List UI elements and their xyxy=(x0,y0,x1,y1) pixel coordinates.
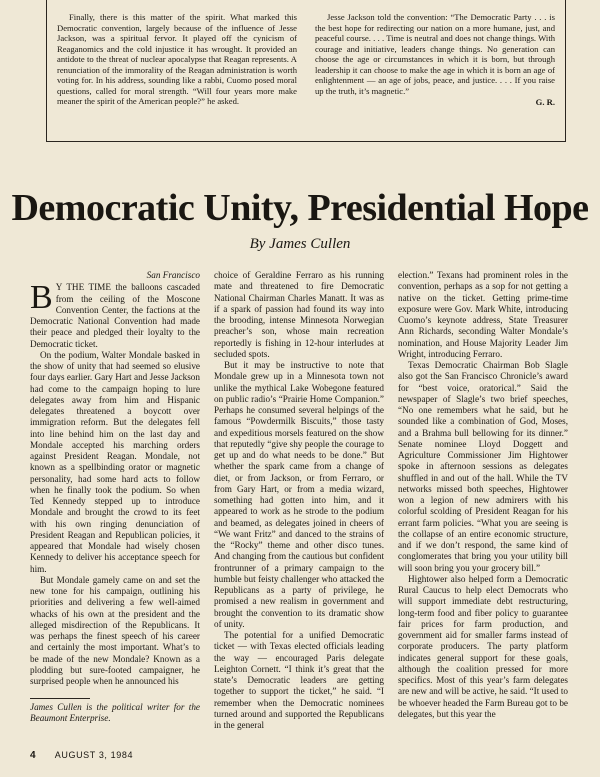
previous-article-text: Finally, there is this matter of the spirit. What marked this Democratic convention, largely because of the influence of Jesse Jackson, was a spiritual fervor. It played off the cynicism of Reaganomics and the cold injustice it has wrought. It provided an antidote to the threat of nuclear apocalypse that Reagan represents. A renunciation of the immorality of the Reagan administration is worth voting for. In his address, sounding like a rabbi, Cuomo posed moral questions, called for moral strength. “Will four years more make meaner the spirit of the American people?” he asked. xyxy=(57,12,297,106)
page-number: 4 xyxy=(30,750,37,761)
previous-article-box xyxy=(46,0,566,142)
paragraph: But Mondale gamely came on and set the new tone for his campaign, outlining his priorities and delivering a few well-aimed whacks of his own at the president and the alleged misdirection of the Republicans. It was perhaps the finest speech of his career and certainly the most important. What’s to be made of the new Mondale? Known as a plodding but sure-footed campaigner, he surprised people when he announced his xyxy=(30,574,200,686)
paragraph: Hightower also helped form a Democratic Rural Caucus to help elect Democrats who will support immediate debt restructuring, long-term food and fiber policy to guarantee fair prices for farm production, and government aid for smaller farms instead of corporate producers. The party platform indicates general support for these goals, although the coalition pressed for more specifics. Most of this year’s farm delegates are new and will be active, he said. “It used to be whoever headed the Farm Bureau got to be delegates, but this year the xyxy=(398,573,568,719)
previous-article-column-2 xyxy=(315,12,555,108)
drop-cap: B xyxy=(30,279,53,317)
article-byline: By James Cullen xyxy=(249,236,351,252)
paragraph: The potential for a unified Democratic ticket — with Texas elected officials leading the way — encouraged Paris delegate Leighton Cornett. “I think it’s great that the state’s Democratic leaders are getting together to support the ticket,” he said. “I remember when the Democratic nominees turned around and supported the Republicans in the general xyxy=(214,630,384,730)
previous-article-column-1 xyxy=(57,12,297,108)
footnote-rule xyxy=(30,698,90,699)
lead-smallcaps: Y THE TIME xyxy=(55,282,111,293)
issue-date: AUGUST 3, 1984 xyxy=(54,750,134,760)
lead-text: the balloons cascaded from the ceiling of the Moscone Convention Center, the factions at the Democratic National Convention had made their peace and pledged their loyalty to the Democratic ticket. xyxy=(30,282,200,349)
paragraph: election.” Texans had prominent roles in the convention, perhaps as a sop for not getting a native on the ticket. Getting prime-time exposure were Gov. Mark White, introducing Cuomo’s keynote address, State Treasurer Ann Richards, seconding Walter Mondale’s nomination, and House Majority Leader Jim Wright, introducing Ferraro. xyxy=(398,270,568,359)
paragraph: choice of Geraldine Ferraro as his running mate and threatened to fire Democratic National Chairman Charles Manatt. It was as if a spark of passion had found its way into the brooding, intense Minnesota Norwegian preacher’s son, whose main recreation reportedly is fishing in 12-hour interludes at secluded spots. xyxy=(214,270,384,359)
article-column-2 xyxy=(214,270,384,731)
article-headline: Democratic Unity, Presidential Hope xyxy=(11,187,589,229)
previous-article-text: Jesse Jackson told the convention: “The Democratic Party . . . is the best hope for redirecting our nation on a more humane, just, and peaceful course. . . . Time is neutral and does not change things. With courage and initiative, leaders change things. No generation can choose the age or circumstances in which it is born, but through leadership it can choose to make the age in which it is born an age of enlightenment — an age of jobs, peace, and justice. . . . If you raise up the truth, it’s magnetic.” xyxy=(315,12,555,96)
article-body xyxy=(30,270,568,742)
paragraph: On the podium, Walter Mondale basked in the show of unity that had seemed so elusive four days earlier. Gary Hart and Jesse Jackson had come to the campaign hoping to lure delegates away from him and Hispanic delegates threatened a boycott over immigration reform. But the delegates fell into line behind him on the last day and Mondale accepted his marching orders against President Reagan. Mondale, not known as a spellbinding orator or magnetic personality, had some hard acts to follow when he finally took the podium. So when Ted Kennedy stepped up to introduce Mondale and brought the crowd to its feet with his own ringing denunciation of President Reagan and Republican policies, it appeared that Mondale had wisely chosen Kennedy to deliver his acceptance speech for him. xyxy=(30,349,200,574)
paragraph: Texas Democratic Chairman Bob Slagle also got the San Francisco Chronicle’s award for “best voice, oratorical.” Said the newspaper of Slagle’s two brief speeches, “No one remembers what he said, but he sounded like a combination of God, Moses, and a Brahma bull bellowing for its dinner.” Senate nominee Lloyd Doggett and Agriculture Commissioner Jim Hightower spoke in afternoon sessions as delegates shuffled in and out of the hall. While the TV networks missed both speeches, Hightower won a legion of new admirers with his colorful scolding of President Reagan for his errant farm policies. “What you are seeing is the collapse of an entire economic structure, and if we don’t respond, the same kind of conglomerates that bring you your utility bill will soon bring you your grocery bill.” xyxy=(398,360,568,573)
article-column-3 xyxy=(398,270,568,720)
lead-paragraph xyxy=(30,279,200,350)
dateline: San Francisco xyxy=(146,270,200,280)
author-initials: G. R. xyxy=(535,97,555,107)
paragraph: But it may be instructive to note that Mondale grew up in a Minnesota town not unlike the mythical Lake Wobegone featured on public radio’s “Prairie Home Companion.” Perhaps he consumed several helpings of the famous “Powdermilk Biscuits,” those tasty and expeditious morsels featured on the show that reputedly “give shy people the courage to get up and do what needs to be done.” But whether the spark came from a change of diet, or from Jackson, or from Ferraro, or from Gary Hart, or from a media wizard, something had gotten into him, and it appeared to work as he strode to the podium and beamed, as delegates joined in cheers of “We want Fritz” and danced to the strains of the “Rocky” theme and other disco tunes. And changing from the cautious but confident frontrunner of a primary campaign to the humble but feisty challenger who attacked the Republicans as a party of privilege, he promised a new realism in government and brought the convention to its dramatic show of unity. xyxy=(214,360,384,629)
author-footnote: James Cullen is the political writer for the Beaumont Enterprise. xyxy=(30,702,200,723)
page-footer xyxy=(30,750,133,761)
article-column-1 xyxy=(30,270,200,723)
